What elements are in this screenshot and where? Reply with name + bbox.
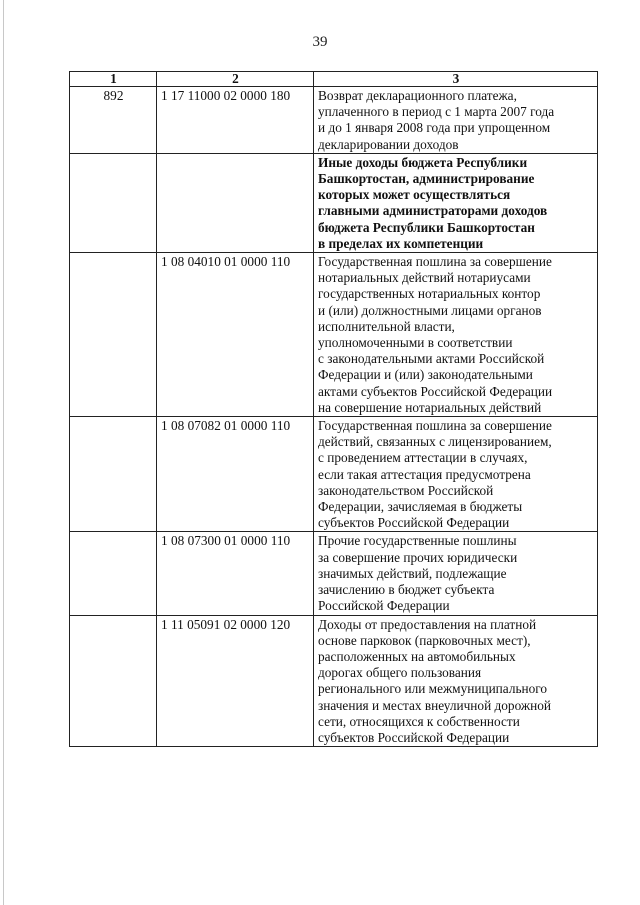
- description-line: в пределах их компетенции: [318, 235, 484, 251]
- admin-code-cell: [70, 253, 157, 417]
- scan-edge: [3, 0, 4, 905]
- table-row: [70, 417, 598, 532]
- description-line: основе парковок (парковочных мест),: [318, 632, 531, 648]
- table-header-row: [70, 72, 598, 87]
- description-line: нотариальных действий нотариусами: [318, 270, 531, 286]
- budget-classification-code-cell: [157, 153, 314, 252]
- description-line: дорогах общего пользования: [318, 665, 482, 681]
- description-line: с проведением аттестации в случаях,: [318, 450, 528, 466]
- description-line: Федерации и (или) законодательными: [318, 367, 533, 383]
- description-line: и (или) должностными лицами органов: [318, 302, 542, 318]
- description-line: с законодательными актами Российской: [318, 351, 545, 367]
- revenue-description-cell: [314, 253, 598, 417]
- description-line: актами субъектов Российской Федерации: [318, 383, 553, 399]
- admin-code-cell: [70, 153, 157, 252]
- revenue-description-cell: [314, 532, 598, 615]
- description-line: исполнительной власти,: [318, 318, 455, 334]
- budget-classification-code-cell: 1 11 05091 02 0000 120: [157, 615, 314, 747]
- description-line: субъектов Российской Федерации: [318, 729, 510, 745]
- section-heading-cell: [314, 153, 598, 252]
- admin-code-cell: 892: [70, 87, 157, 154]
- table-row: [70, 615, 598, 747]
- table-body: [70, 72, 598, 747]
- description-line: расположенных на автомобильных: [318, 648, 516, 664]
- column-header-1: 1: [70, 72, 157, 87]
- table-row: [70, 153, 598, 252]
- description-line: Доходы от предоставления на платной: [318, 616, 537, 632]
- revenue-description-cell: [314, 615, 598, 747]
- revenue-description-cell: [314, 417, 598, 532]
- table-row: [70, 87, 598, 154]
- budget-classification-code-cell: 1 08 04010 01 0000 110: [157, 253, 314, 417]
- description-line: главными администраторами доходов: [318, 203, 548, 219]
- column-header-3: 3: [314, 72, 598, 87]
- admin-code-cell: [70, 532, 157, 615]
- description-line: уплаченного в период с 1 марта 2007 года: [318, 104, 555, 120]
- description-line: значимых действий, подлежащие: [318, 565, 507, 581]
- column-header-2: 2: [157, 72, 314, 87]
- description-line: Башкортостан, администрирование: [318, 171, 535, 187]
- description-line: значения и местах внеуличной дорожной: [318, 697, 551, 713]
- description-line: и до 1 января 2008 года при упрощенном: [318, 120, 551, 136]
- description-line: действий, связанных с лицензированием,: [318, 434, 552, 450]
- description-line: Государственная пошлина за совершение: [318, 254, 552, 270]
- budget-classification-code-cell: 1 08 07082 01 0000 110: [157, 417, 314, 532]
- description-line: Прочие государственные пошлины: [318, 533, 517, 549]
- description-line: субъектов Российской Федерации: [318, 515, 510, 531]
- description-line: Иные доходы бюджета Республики: [318, 154, 528, 170]
- page-number: 39: [312, 34, 328, 50]
- revenue-description-cell: [314, 87, 598, 154]
- table-row: [70, 253, 598, 417]
- description-line: на совершение нотариальных действий: [318, 399, 542, 415]
- admin-code-cell: [70, 417, 157, 532]
- description-line: за совершение прочих юридически: [318, 549, 518, 565]
- description-line: Федерации, зачисляемая в бюджеты: [318, 499, 523, 515]
- description-line: законодательством Российской: [318, 482, 494, 498]
- description-line: если такая аттестация предусмотрена: [318, 466, 531, 482]
- description-line: бюджета Республики Башкортостан: [318, 219, 535, 235]
- revenue-codes-table: [69, 71, 598, 747]
- table-row: [70, 532, 598, 615]
- description-line: Российской Федерации: [318, 598, 450, 614]
- budget-classification-code-cell: 1 17 11000 02 0000 180: [157, 87, 314, 154]
- description-line: декларировании доходов: [318, 136, 459, 152]
- description-line: уполномоченными в соответствии: [318, 335, 513, 351]
- description-line: которых может осуществляться: [318, 187, 511, 203]
- budget-classification-code-cell: 1 08 07300 01 0000 110: [157, 532, 314, 615]
- admin-code-cell: [70, 615, 157, 747]
- description-line: зачислению в бюджет субъекта: [318, 582, 495, 598]
- description-line: сети, относящихся к собственности: [318, 713, 520, 729]
- description-line: регионального или межмуниципального: [318, 681, 548, 697]
- description-line: государственных нотариальных контор: [318, 286, 541, 302]
- description-line: Возврат декларационного платежа,: [318, 88, 517, 103]
- description-line: Государственная пошлина за совершение: [318, 418, 552, 434]
